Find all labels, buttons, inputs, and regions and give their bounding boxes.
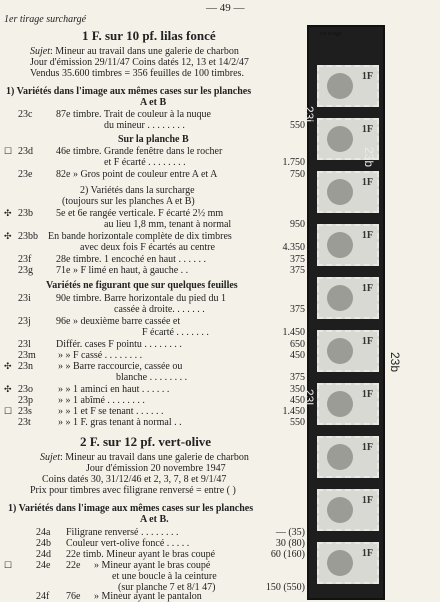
checkbox-marker-icon: ☐ <box>4 560 13 570</box>
section2-issue: Jour d'émission 20 novembre 1947 <box>86 463 226 474</box>
entry-code: 23e <box>18 169 33 180</box>
entry-case: 22e <box>66 560 81 571</box>
entry-code: 23o <box>18 384 33 395</box>
entry-price: 375 <box>290 372 305 383</box>
entry-price: 450 <box>290 395 305 406</box>
miner-figure <box>327 126 353 152</box>
entry-code: 23s <box>18 406 32 417</box>
entry-text: 28e timbre. 1 encoché en haut . . . . . . <box>56 254 206 265</box>
entry-text: » Mineur ayant le bras coupé <box>94 560 211 571</box>
section2-title: 2 F. sur 12 pf. vert-olive <box>80 434 212 449</box>
entry-text: » » 1 et F se tenant . . . . . . <box>58 406 164 417</box>
entry-text: Filigrane renversé . . . . . . . . <box>66 527 179 538</box>
entry-code: 23j <box>18 316 31 327</box>
entry-code: 24b <box>36 538 51 549</box>
entry-text: Couleur vert-olive foncé . . . . . <box>66 538 190 549</box>
entry-price: 550 <box>290 417 305 428</box>
section2-coins: Coins datés 30, 31/12/46 et 2, 3, 7, 8 et 9/1/47 <box>42 474 227 485</box>
entry-case: 76e <box>66 591 81 602</box>
entry-price: 375 <box>290 304 305 315</box>
stamp-image <box>317 542 379 584</box>
entry-text-cont: du mineur . . . . . . . . <box>104 120 185 131</box>
entry-price: 150 (550) <box>265 582 305 593</box>
miner-figure <box>327 391 353 417</box>
entry-price: 1.450 <box>282 327 305 338</box>
entry-price: 60 (160) <box>270 549 305 560</box>
planche-b-heading: Sur la planche B <box>118 134 189 145</box>
section1-v2-heading-2: (toujours sur les planches A et B) <box>62 196 195 207</box>
entry-price: — (35) <box>275 527 305 538</box>
stamp-strip-photo <box>302 25 403 600</box>
entry-text-cont: blanche . . . . . . . . <box>116 372 188 383</box>
subject-label: Sujet <box>40 452 60 463</box>
strip-label-23b: 23b <box>362 146 377 168</box>
entry-price: 375 <box>290 254 305 265</box>
entry-code: 24f <box>36 591 50 602</box>
entry-code: 23i <box>18 293 31 304</box>
strip-first-label: 1er tirage <box>319 31 342 37</box>
entry-text-cont: F écarté . . . . . . . <box>142 327 209 338</box>
entry-text: Différ. cases F pointu . . . . . . . . <box>56 339 182 350</box>
diamond-marker-icon: ✣ <box>4 231 12 241</box>
entry-code: 23d <box>18 146 33 157</box>
stamp-image <box>317 489 379 531</box>
entry-text: 22e timb. Mineur ayant le bras coupé <box>66 549 216 560</box>
entry-text: En bande horizontale complète de dix timbres <box>48 231 232 242</box>
entry-code: 23bb <box>18 231 38 242</box>
entry-code: 23t <box>18 417 31 428</box>
entry-text: 82e » Gros point de couleur entre A et A <box>56 169 218 180</box>
miner-figure <box>327 73 353 99</box>
entry-text: » » 1 abîmé . . . . . . . . <box>58 395 145 406</box>
entry-text-cont: au lieu 1,8 mm, tenant à normal <box>104 219 232 230</box>
entry-code: 23p <box>18 395 33 406</box>
section1-v1-heading: 1) Variétés dans l'image aux mêmes cases sur les planches <box>6 86 252 97</box>
entry-text: » » F cassé . . . . . . . . <box>58 350 143 361</box>
overprint: 1F <box>361 230 373 241</box>
miner-figure <box>327 550 353 576</box>
entry-text: » » 1 aminci en haut . . . . . . <box>58 384 170 395</box>
miner-figure <box>327 497 353 523</box>
entry-code: 24a <box>36 527 51 538</box>
entry-text-cont: et F écarté . . . . . . . . <box>104 157 186 168</box>
stamp-image <box>317 330 379 372</box>
strip-label-23b-right: 23b <box>388 351 403 373</box>
entry-text: 96e » deuxième barre cassée et <box>56 316 181 327</box>
overprint: 1F <box>361 442 373 453</box>
section1-title: 1 F. sur 10 pf. lilas foncé <box>82 28 216 43</box>
subject-text: : Mineur au travail dans une galerie de charbon <box>60 452 249 463</box>
entry-text-cont: (sur planche 7 et 8/1 47) <box>118 582 216 593</box>
stamp-image <box>317 277 379 319</box>
entry-text: » » Barre raccourcie, cassée ou <box>58 361 183 372</box>
entry-price: 550 <box>290 120 305 131</box>
entry-code: 23f <box>18 254 32 265</box>
miner-figure <box>327 444 353 470</box>
section2-prix: Prix pour timbres avec filigrane renversé = entre ( ) <box>30 485 236 496</box>
entry-price: 4.350 <box>282 242 305 253</box>
entry-code: 24e <box>36 560 51 571</box>
entry-text-cont: cassée à droite. . . . . . . <box>114 304 205 315</box>
miner-figure <box>327 179 353 205</box>
section2-v1-heading: 1) Variétés dans l'image aux mêmes cases sur les planches <box>8 503 254 514</box>
stamp-image <box>317 436 379 478</box>
section1-v1-heading-2: A et B <box>140 97 167 108</box>
header-label: 1er tirage surchargé <box>4 14 87 25</box>
section2-subject <box>40 452 249 463</box>
strip-label-23l: 23l <box>302 388 317 406</box>
section1-v3-heading: Variétés ne figurant que sur quelques feuilles <box>46 280 238 291</box>
section2-v1-heading-2: A et B. <box>140 514 169 525</box>
overprint: 1F <box>361 548 373 559</box>
entry-text: 90e timbre. Barre horizontale du pied du 1 <box>56 293 226 304</box>
section1-sold: Vendus 35.600 timbres = 356 feuilles de 100 timbres. <box>30 68 244 79</box>
checkbox-marker-icon: ☐ <box>4 146 13 156</box>
entry-text: » » 1 F. gras tenant à normal . . <box>58 417 182 428</box>
overprint: 1F <box>361 389 373 400</box>
stamp-image <box>317 65 379 107</box>
miner-figure <box>327 232 353 258</box>
stamp-image <box>317 383 379 425</box>
entry-code: 23b <box>18 208 33 219</box>
entry-text: 87e timbre. Trait de couleur à la nuque <box>56 109 211 120</box>
entry-code: 23g <box>18 265 33 276</box>
stamp-image <box>317 171 379 213</box>
diamond-marker-icon: ✣ <box>4 361 12 371</box>
overprint: 1F <box>361 71 373 82</box>
entry-price: 1.450 <box>282 406 305 417</box>
miner-figure <box>327 285 353 311</box>
entry-text-cont: avec deux fois F écartés au centre <box>80 242 215 253</box>
subject-text: : Mineur au travail dans une galerie de charbon <box>50 46 239 57</box>
diamond-marker-icon: ✣ <box>4 208 12 218</box>
entry-price: 1.750 <box>282 157 305 168</box>
section1-subject <box>30 46 239 57</box>
diamond-marker-icon: ✣ <box>4 384 12 394</box>
overprint: 1F <box>361 336 373 347</box>
entry-text: » Mineur ayant le pantalon <box>94 591 202 602</box>
miner-figure <box>327 338 353 364</box>
entry-code: 23n <box>18 361 33 372</box>
entry-code: 23m <box>18 350 36 361</box>
entry-code: 23l <box>18 339 31 350</box>
overprint: 1F <box>361 124 373 135</box>
overprint: 1F <box>361 283 373 294</box>
section1-v2-heading: 2) Variétés dans la surcharge <box>80 185 195 196</box>
entry-text: 46e timbre. Grande fenêtre dans le rocher <box>56 146 223 157</box>
entry-price: 950 <box>290 219 305 230</box>
entry-text: 5e et 6e rangée verticale. F écarté 2½ mm <box>56 208 224 219</box>
entry-text: 71e » F limé en haut, à gauche . . <box>56 265 189 276</box>
entry-text-cont: et une boucle à la ceinture <box>112 571 217 582</box>
overprint: 1F <box>361 495 373 506</box>
subject-label: Sujet <box>30 46 50 57</box>
entry-code: 24d <box>36 549 51 560</box>
overprint: 1F <box>361 177 373 188</box>
entry-code: 23c <box>18 109 33 120</box>
entry-price: 30 (80) <box>275 538 305 549</box>
entry-price: 750 <box>290 169 305 180</box>
section1-issue: Jour d'émission 29/11/47 Coins datés 12, 13 et 14/2/47 <box>30 57 249 68</box>
page-number: — 49 — <box>206 2 245 14</box>
stamp-image <box>317 224 379 266</box>
entry-price: 650 <box>290 339 305 350</box>
checkbox-marker-icon: ☐ <box>4 406 13 416</box>
entry-price: 375 <box>290 265 305 276</box>
strip-label-23i: 23i <box>302 105 317 123</box>
entry-price: 350 <box>290 384 305 395</box>
entry-price: 450 <box>290 350 305 361</box>
